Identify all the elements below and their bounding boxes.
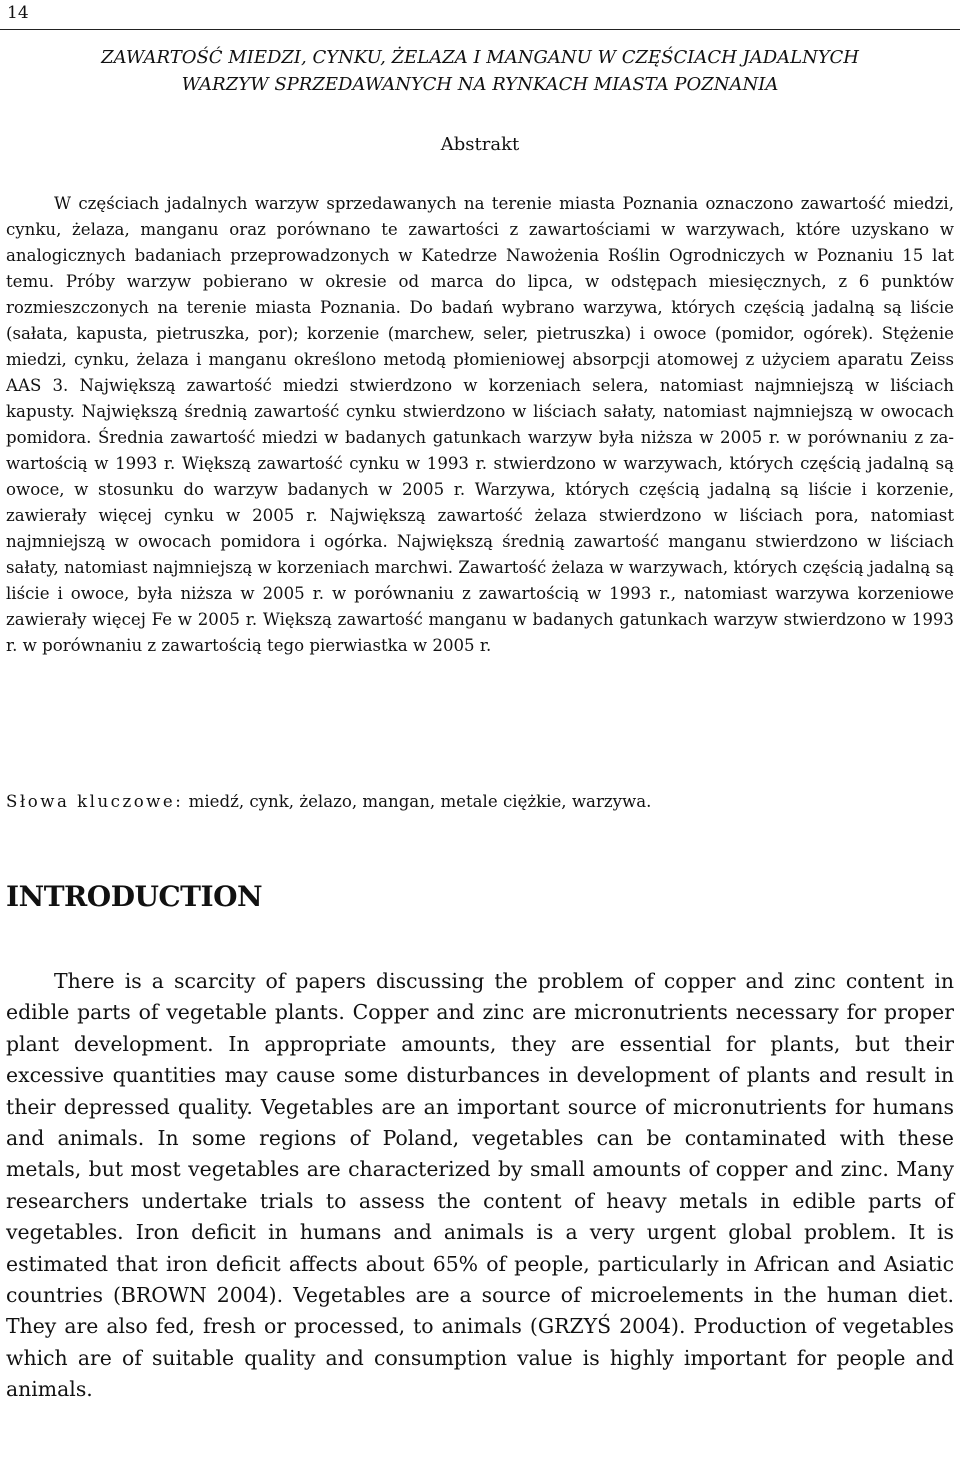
keywords bbox=[6, 789, 954, 815]
title-line-1: ZAWARTOŚĆ MIEDZI, CYNKU, ŻELAZA I MANGANU W CZĘŚCIACH JADALNYCH bbox=[101, 47, 859, 68]
introduction-heading: INTRODUCTION bbox=[6, 880, 263, 913]
keywords-text: miedź, cynk, żelazo, mangan, metale ciężkie, warzywa. bbox=[188, 792, 652, 811]
title-line-2: WARZYW SPRZEDAWANYCH NA RYNKACH MIASTA POZNANIA bbox=[181, 74, 779, 95]
article-title bbox=[0, 44, 960, 98]
header-rule bbox=[0, 29, 960, 30]
abstract-heading: Abstrakt bbox=[440, 134, 520, 155]
abstract-text: W częściach jadalnych warzyw sprzedawanych na terenie miasta Poznania oznaczono zawartość miedzi, cynku, żelaza, manganu oraz porównano te zawartości z zawartościami w warzywach, które uzyskano w analogicznych badaniach przeprowadzonych w Katedrze Nawożenia Roślin Ogrodniczych w Poznaniu 15 lat temu. Próby warzyw pobierano w okresie od marca do lipca, w odstępach miesięcznych, z 6 punktów rozmieszczonych na terenie miasta Poznania. Do badań wybrano warzywa, których częścią jadalną są liście (sałata, kapusta, pietruszka, por); korzenie (marchew, seler, pietruszka) i owoce (pomidor, ogórek). Stężenie miedzi, cynku, żelaza i manganu określono metodą płomieniowej absorpcji atomowej z użyciem aparatu Zeiss AAS 3. Największą zawartość miedzi stwierdzono w korzeniach selera, natomiast najmniejszą w liściach kapusty. Największą średnią zawartość cynku stwierdzono w liściach sałaty, natomiast najmniejszą w owocach pomidora. Średnia zawartość miedzi w badanych gatunkach warzyw była niższa w 2005 r. w porównaniu z zawartością w 1993 r. Większą zawartość cynku w 1993 r. stwierdzono w warzywach, których częścią jadalną są owoce, w stosunku do warzyw badanych w 2005 r. Warzywa, których częścią jadalną są liście i korzenie, zawierały więcej cynku w 2005 r. Największą zawartość żelaza stwierdzono w liściach pora, natomiast najmniejszą w owocach pomidora i ogórka. Największą średnią zawartość manganu stwierdzono w liściach sałaty, natomiast najmniejszą w korzeniach marchwi. Zawartość żelaza w warzywach, których częścią jadalną są liście i owoce, była niższa w 2005 r. w porównaniu z zawartością w 1993 r., natomiast warzywa korzeniowe zawierały więcej Fe w 2005 r. Większą zawartość manganu w badanych gatunkach warzyw stwierdzono w 1993 r. w porównaniu z zawartością tego pierwiastka w 2005 r. bbox=[6, 194, 954, 655]
page-number: 14 bbox=[7, 3, 29, 23]
keywords-label: Słowa kluczowe: bbox=[6, 792, 184, 811]
introduction-text: There is a scarcity of papers discussing the problem of copper and zinc content in edible parts of vegetable plants. Copper and zinc are micronutrients necessary for proper plant development. In appropriate amounts, they are essential for plants, but their excessive quantities may cause some disturbances in development of plants and result in their depressed quality. Vegetables are an important source of micronutrients for humans and animals. In some regions of Poland, vegetables can be contaminated with these metals, but most vegetables are characterized by small amounts of copper and zinc. Many researchers undertake trials to assess the content of heavy metals in edible parts of vegetables. Iron deficit in humans and animals is a very urgent global problem. It is estimated that iron deficit affects about 65% of people, particularly in African and Asiatic countries (BROWN 2004). Vegetables are a source of microelements in the human diet. They are also fed, fresh or processed, to animals (GRZYŚ 2004). Production of vegetables which are of suitable quality and consumption value is highly important for people and animals. bbox=[6, 969, 954, 1402]
